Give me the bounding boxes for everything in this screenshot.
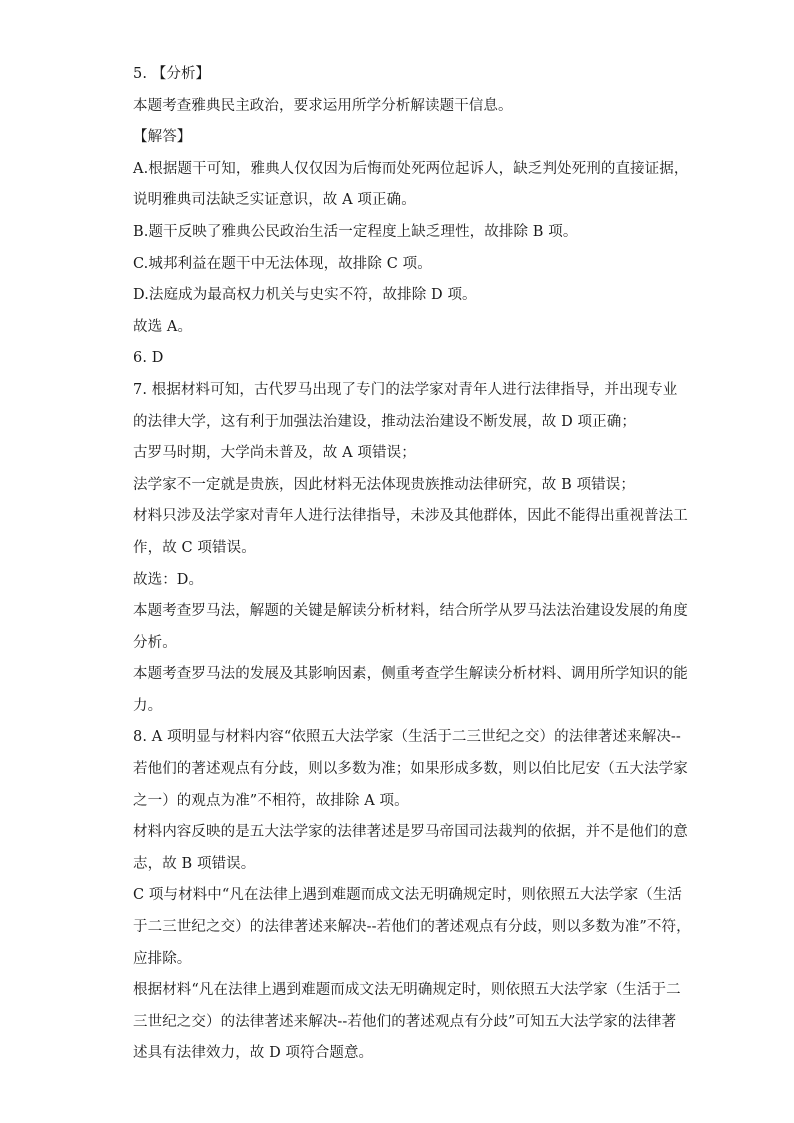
text-line: 说明雅典司法缺乏实证意识，故 A 项正确。 xyxy=(133,192,416,209)
text-line: 应排除。 xyxy=(133,950,192,967)
text-line: 材料只涉及法学家对青年人进行法律指导，未涉及其他群体，因此不能得出重视普法工 xyxy=(133,508,688,525)
text-line: 作，故 C 项错误。 xyxy=(133,539,256,556)
text-line: 志，故 B 项错误。 xyxy=(133,855,256,872)
answer-text-block xyxy=(133,64,691,1075)
text-line: 于二三世纪之交）的法律著述来解决--若他们的著述观点有分歧，则以多数为准”不符， xyxy=(133,919,691,936)
text-line: D.法庭成为最高权力机关与史实不符，故排除 D 项。 xyxy=(133,287,477,304)
text-line: 分析。 xyxy=(133,634,177,651)
text-line: 古罗马时期，大学尚未普及，故 A 项错误； xyxy=(133,445,416,462)
text-line: 故选 A。 xyxy=(133,318,193,335)
question-6-answer: 6. D xyxy=(133,350,164,367)
text-line: 法学家不一定就是贵族，因此材料无法体现贵族推动法律研究，故 B 项错误； xyxy=(133,476,635,493)
section-heading-answer: 【解答】 xyxy=(133,129,192,146)
text-line: 的法律大学，这有利于加强法治建设，推动法治建设不断发展，故 D 项正确； xyxy=(133,413,636,430)
text-line: 述具有法律效力，故 D 项符合题意。 xyxy=(133,1045,374,1062)
text-line: A.根据题干可知，雅典人仅仅因为后悔而处死两位起诉人，缺乏判处死刑的直接证据， xyxy=(133,160,689,177)
text-line: 之一）的观点为准”不相符，故排除 A 项。 xyxy=(133,792,409,809)
text-line: 材料内容反映的是五大法学家的法律著述是罗马帝国司法裁判的依据，并不是他们的意 xyxy=(133,824,688,841)
text-line: 力。 xyxy=(133,697,163,714)
text-line: 本题考查雅典民主政治，要求运用所学分析解读题干信息。 xyxy=(133,97,513,114)
text-line: 根据材料“凡在法律上遇到难题而成文法无明确规定时，则依照五大法学家（生活于二 xyxy=(133,982,681,999)
text-line: 故选：D。 xyxy=(133,571,204,588)
text-line: B.题干反映了雅典公民政治生活一定程度上缺乏理性，故排除 B 项。 xyxy=(133,223,578,240)
text-line: 7. 根据材料可知，古代罗马出现了专门的法学家对青年人进行法律指导，并出现专业 xyxy=(133,381,678,398)
text-line: C.城邦利益在题干中无法体现，故排除 C 项。 xyxy=(133,255,432,272)
text-line: 本题考查罗马法，解题的关键是解读分析材料，结合所学从罗马法法治建设发展的角度 xyxy=(133,603,688,620)
text-line: 本题考查罗马法的发展及其影响因素，侧重考查学生解读分析材料、调用所学知识的能 xyxy=(133,666,688,683)
text-line: 三世纪之交）的法律著述来解决--若他们的著述观点有分歧”可知五大法学家的法律著 xyxy=(133,1013,677,1030)
text-line: 8. A 项明显与材料内容“依照五大法学家（生活于二三世纪之交）的法律著述来解决-- xyxy=(133,729,681,746)
section-heading-q5-analysis: 5. 【分析】 xyxy=(133,66,211,82)
text-line: C 项与材料中“凡在法律上遇到难题而成文法无明确规定时，则依照五大法学家（生活 xyxy=(133,887,683,904)
text-line: 若他们的著述观点有分歧，则以多数为准；如果形成多数，则以伯比尼安（五大法学家 xyxy=(133,761,688,778)
